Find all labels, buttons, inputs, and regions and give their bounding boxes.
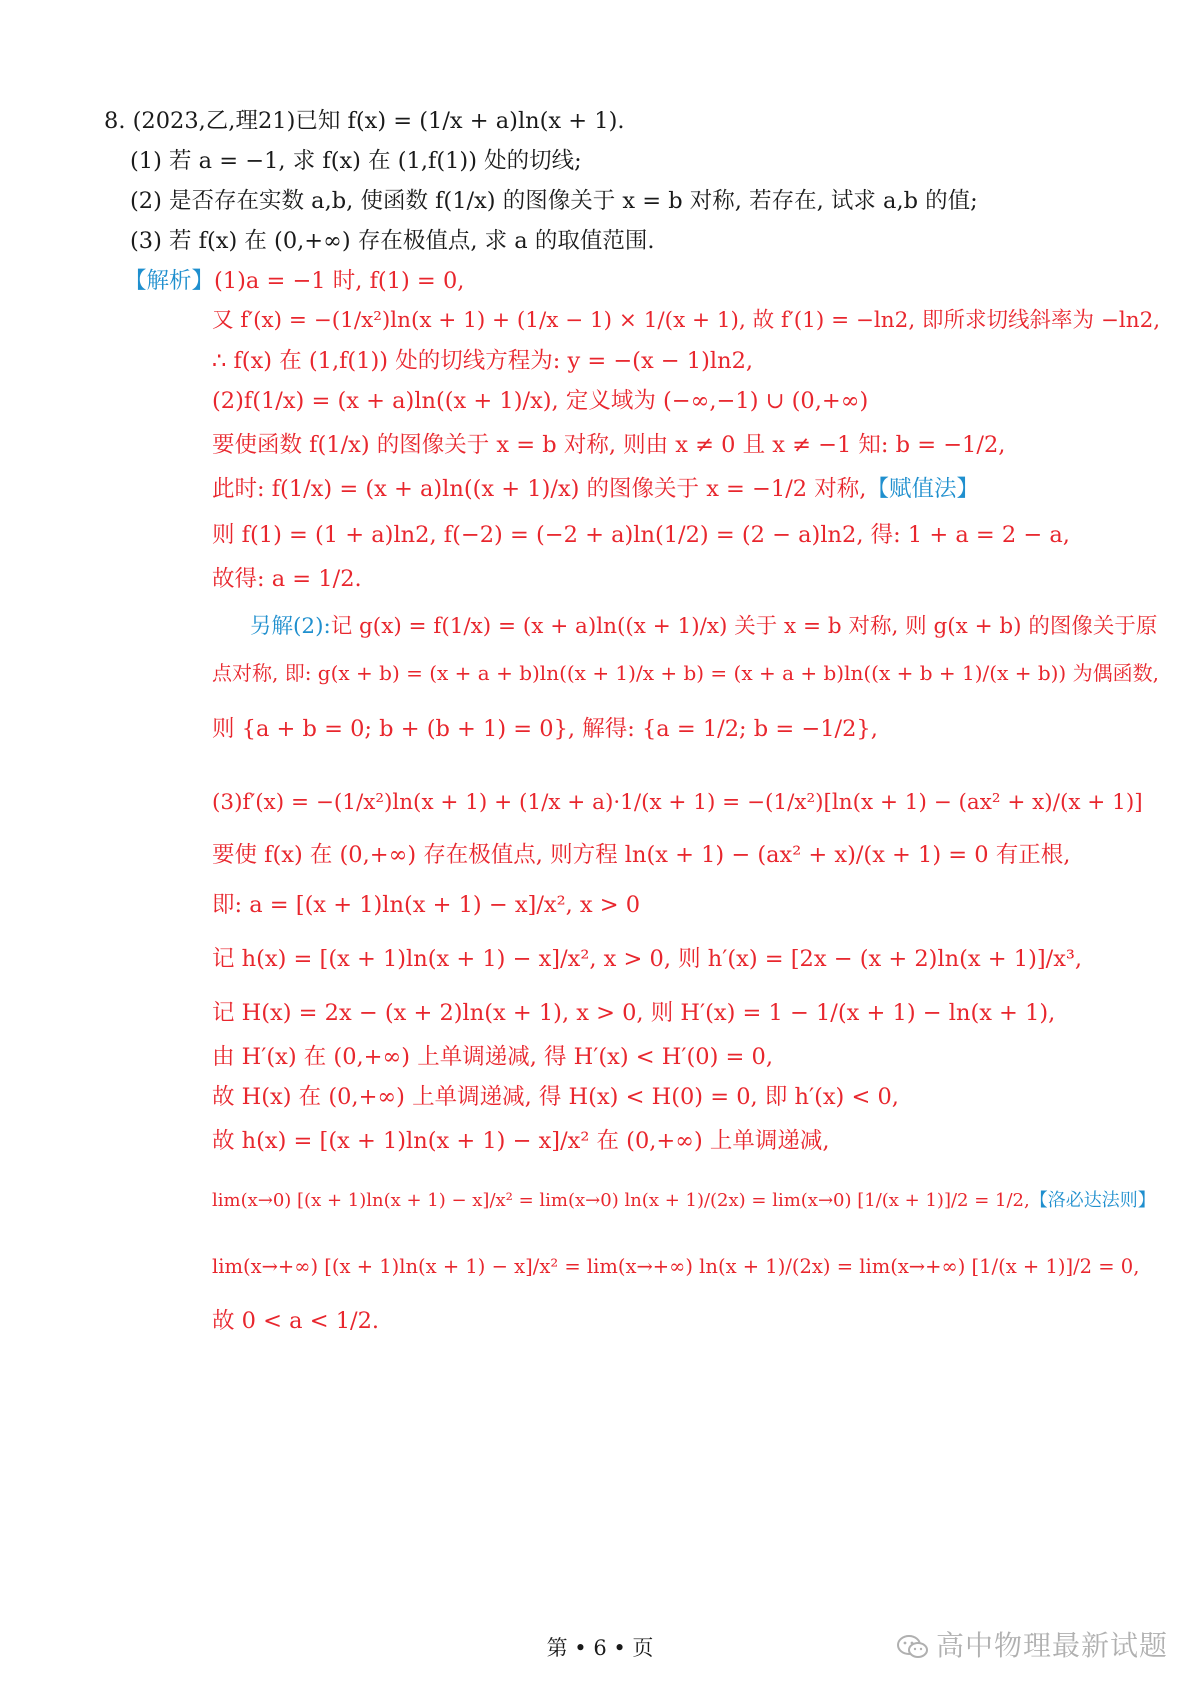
alt-line-3: 则 {a + b = 0; b + (b + 1) = 0}, 解得: {a = 1/2; b = −1/2}, [212,716,878,742]
alt-line-2: 点对称, 即: g(x + b) = (x + a + b)ln((x + 1)/x + b) = (x + a + b)ln((x + b + 1)/(x + b)) 为偶函数, [212,661,1159,685]
solution-line-4: (2)f(1/x) = (x + a)ln((x + 1)/x), 定义域为 (−∞,−1) ∪ (0,+∞) [212,388,869,414]
wechat-icon [896,1634,930,1660]
solution-line-1-row [124,264,464,298]
alt-line-1: 记 g(x) = f(1/x) = (x + a)ln((x + 1)/x) 关于 x = b 对称, 则 g(x + b) 的图像关于原 [330,614,1158,639]
problem-q2: (2) 是否存在实数 a,b, 使函数 f(1/x) 的图像关于 x = b 对称, 若存在, 试求 a,b 的值; [130,188,978,214]
part3-line-11: 故 0 < a < 1/2. [212,1308,380,1334]
alt-solution-label: 另解(2): [250,614,331,639]
part3-line-2: 要使 f(x) 在 (0,+∞) 存在极值点, 则方程 ln(x + 1) − (ax² + x)/(x + 1) = 0 有正根, [212,842,1071,868]
part3-line-3: 即: a = [(x + 1)ln(x + 1) − x]/x², x > 0 [212,892,641,918]
analysis-tag: 【解析】 [124,268,215,294]
part3-line-7: 故 H(x) 在 (0,+∞) 上单调递减, 得 H(x) < H(0) = 0, 即 h′(x) < 0, [212,1084,899,1110]
watermark-text: 高中物理最新试题 [935,1629,1168,1662]
lhopital-tag: 【洛必达法则】 [1029,1190,1156,1211]
problem-q3: (3) 若 f(x) 在 (0,+∞) 存在极值点, 求 a 的取值范围. [130,228,655,254]
part3-line-10: lim(x→+∞) [(x + 1)ln(x + 1) − x]/x² = lim(x→+∞) ln(x + 1)/(2x) = lim(x→+∞) [1/(x + 1)]/2 = 0, [212,1255,1140,1278]
solution-line-3: ∴ f(x) 在 (1,f(1)) 处的切线方程为: y = −(x − 1)ln2, [212,348,754,374]
solution-line-2: 又 f′(x) = −(1/x²)ln(x + 1) + (1/x − 1) × 1/(x + 1), 故 f′(1) = −ln2, 即所求切线斜率为 −ln2, [212,308,1161,333]
part3-line-9: lim(x→0) [(x + 1)ln(x + 1) − x]/x² = lim(x→0) ln(x + 1)/(2x) = lim(x→0) [1/(x + 1)]/2 = 1/2, [212,1190,1030,1211]
problem-q1: (1) 若 a = −1, 求 f(x) 在 (1,f(1)) 处的切线; [130,148,582,174]
solution-line-1: (1)a = −1 时, f(1) = 0, [214,268,465,294]
alt-line-1-row [250,610,1157,644]
solution-line-6: 此时: f(1/x) = (x + a)ln((x + 1)/x) 的图像关于 x = −1/2 对称, [212,476,867,502]
part3-line-9-row [212,1184,1156,1218]
part3-line-6: 由 H′(x) 在 (0,+∞) 上单调递减, 得 H′(x) < H′(0) = 0, [212,1044,774,1070]
solution-line-5: 要使函数 f(1/x) 的图像关于 x = b 对称, 则由 x ≠ 0 且 x ≠ −1 知: b = −1/2, [212,432,1006,458]
assign-method-tag: 【赋值法】 [866,476,979,502]
solution-line-7: 则 f(1) = (1 + a)ln2, f(−2) = (−2 + a)ln(1/2) = (2 − a)ln2, 得: 1 + a = 2 − a, [212,522,1070,548]
part3-line-8: 故 h(x) = [(x + 1)ln(x + 1) − x]/x² 在 (0,+∞) 上单调递减, [212,1128,830,1154]
solution-line-6-row [212,472,979,506]
solution-line-8: 故得: a = 1/2. [212,566,362,592]
part3-line-1: (3)f′(x) = −(1/x²)ln(x + 1) + (1/x + a)·1/(x + 1) = −(1/x²)[ln(x + 1) − (ax² + x)/(x + 1)] [212,790,1143,815]
part3-line-4: 记 h(x) = [(x + 1)ln(x + 1) − x]/x², x > 0, 则 h′(x) = [2x − (x + 2)ln(x + 1)]/x³, [212,946,1083,972]
part3-line-5: 记 H(x) = 2x − (x + 2)ln(x + 1), x > 0, 则 H′(x) = 1 − 1/(x + 1) − ln(x + 1), [212,1000,1056,1026]
page-number: 第 • 6 • 页 [546,1636,654,1660]
problem-stem: 8. (2023,乙,理21)已知 f(x) = (1/x + a)ln(x + 1). [104,108,625,134]
watermark [896,1624,1168,1664]
